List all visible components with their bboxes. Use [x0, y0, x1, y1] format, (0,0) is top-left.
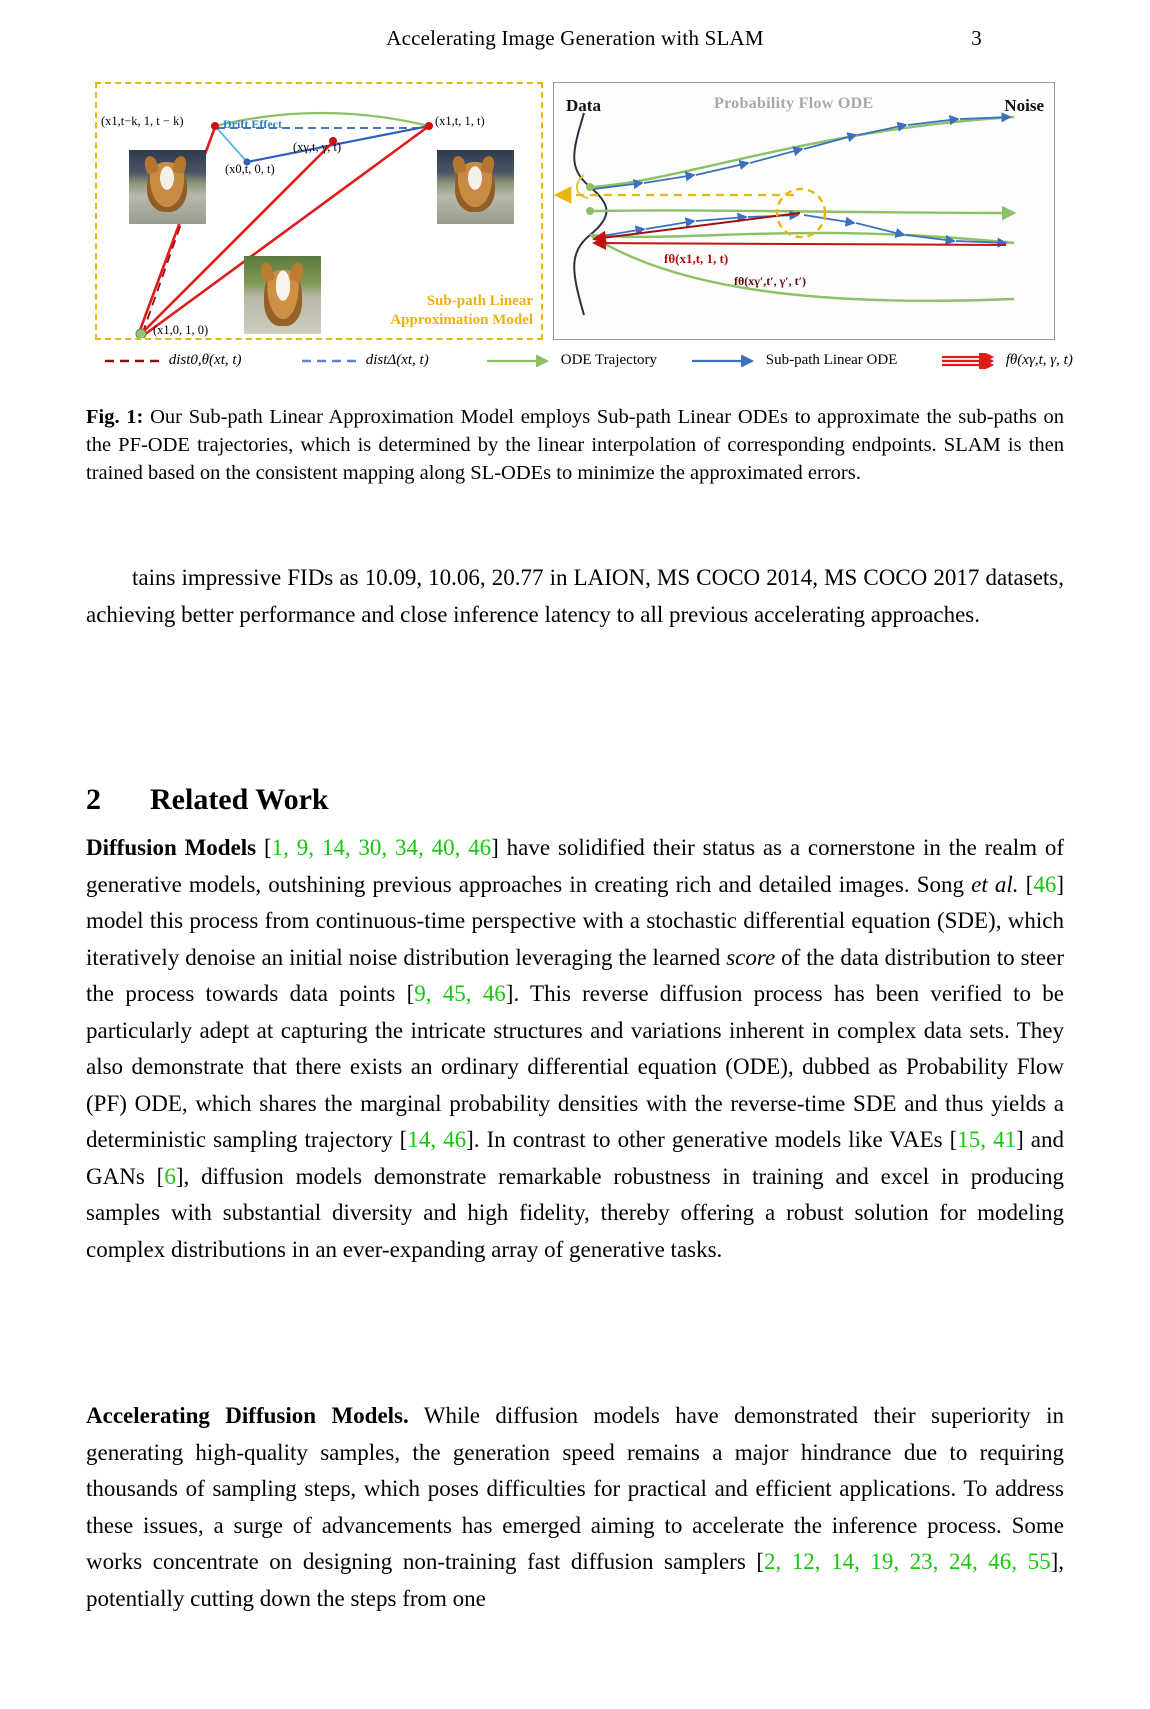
paragraph-diffusion-models [86, 830, 1064, 1268]
figure-1 [95, 82, 1055, 372]
legend-swatch-arrow-green [485, 355, 557, 367]
caption-label: Fig. 1: [86, 406, 144, 428]
dog-image-right [437, 150, 514, 224]
citation-group-6[interactable]: 6 [164, 1163, 176, 1189]
citation-group-5[interactable]: 15, 41 [957, 1127, 1017, 1152]
model-title-line1: Sub-path Linear [426, 293, 533, 309]
label-data: Data [566, 96, 601, 115]
diffusion-text-5: ]. This reverse diffusion process has been verified to be particularly adept at capturing the intricate structures and variations inherent in complex data sets. They also demonstrate that there exists an ordinary differential equation (ODE), dubbed as Probability Flow (PF) ODE, which shares the marginal probability densities with the reverse-time SDE and thus yields a deterministic sampling trajectory [ [86, 981, 1065, 1152]
label-x1-t: (x1,t, 1, t) [435, 114, 485, 128]
equation-f-theta-top: fθ(x1,t, 1, t) [664, 251, 729, 266]
label-x-gamma-t: (xγ,t, γ, t) [293, 140, 342, 154]
right-panel-diagram [554, 83, 1054, 339]
citation-group-3[interactable]: 9, 45, 46 [414, 981, 506, 1006]
diffusion-text-7: ] and GANs [ [86, 1127, 1064, 1189]
figure-caption [86, 403, 1064, 488]
model-title-line2: Approximation Model [390, 312, 533, 328]
legend-item-sub-path-linear-ode [690, 352, 897, 369]
page-number: 3 [971, 26, 982, 50]
legend-label-dist-0-theta: dist0,θ(xt, t) [168, 352, 242, 369]
label-x0-t: (x0,t, 0, t) [225, 162, 275, 176]
label-drift-effect: Drift Effect [223, 117, 282, 131]
legend-item-f-theta [940, 352, 1073, 369]
diffusion-text-2: [ [1018, 871, 1034, 897]
label-noise: Noise [1004, 96, 1044, 115]
legend-label-sub-path-linear-ode: Sub-path Linear ODE [765, 352, 898, 369]
diffusion-text-3: ] model this process from continuous-time perspective with a stochastic differential equation (SDE), which iteratively denoise an initial noise distribution leveraging the learned [86, 871, 1064, 970]
dog-image-left [129, 150, 206, 224]
figure-right-panel [553, 82, 1055, 340]
caption-text: Our Sub-path Linear Approximation Model employs Sub-path Linear ODEs to approximate the sub-paths on the PF-ODE trajectories, which is determined by the linear interpolation of corresponding endpoints. SLAM is then trained based on the consistent mapping along SL-ODEs to minimize the approximated errors. [86, 406, 1065, 485]
legend-label-ode-trajectory: ODE Trajectory [560, 352, 657, 369]
equation-f-theta-bottom: fθ(xγ′,t′, γ′, t′) [734, 274, 806, 288]
score-emphasis: score [726, 944, 776, 970]
legend-swatch-dashed-blue [300, 356, 362, 366]
diffusion-text-4: of the data distribution to steer the process towards data points [ [86, 944, 1065, 1006]
citation-group-2[interactable]: 46 [1033, 871, 1057, 897]
accelerating-heading: Accelerating Diffusion Models. [86, 1403, 409, 1428]
legend-swatch-dashed-darkred [103, 356, 165, 366]
citation-group-4[interactable]: 14, 46 [407, 1127, 467, 1152]
legend-item-dist-delta [300, 352, 429, 369]
section-number: 2 [86, 783, 101, 816]
bracket-open-1: [ [263, 835, 272, 860]
et-al: et al. [971, 871, 1019, 897]
legend-swatch-triple-red [940, 353, 1002, 369]
accelerating-text-2: ], potentially cutting down the steps from one [86, 1549, 1064, 1611]
paragraph-abstract-tail: tains impressive FIDs as 10.09, 10.06, 20.77 in LAION, MS COCO 2014, MS COCO 2017 datasets, achieving better performance and close inference latency to all previous accelerating approaches. [86, 565, 1064, 627]
citation-group-1[interactable]: 1, 9, 14, 30, 34, 40, 46 [271, 835, 492, 860]
label-x1-t-minus-k: (x1,t−k, 1, t − k) [101, 114, 184, 128]
paragraph-accelerating-diffusion [86, 1398, 1064, 1617]
legend-item-dist-0-theta [103, 352, 242, 369]
diffusion-text-1: have solidified their status as a cornerstone in the realm of generative models, outshining previous approaches in creating rich and detailed images. Song [86, 835, 1065, 897]
running-head-title: Accelerating Image Generation with SLAM [386, 26, 764, 50]
legend-swatch-arrow-blue [690, 355, 762, 367]
citation-group-7[interactable]: 2, 12, 14, 19, 23, 24, 46, 55 [763, 1549, 1051, 1574]
figure-left-panel [95, 82, 543, 340]
diffusion-heading: Diffusion Models [86, 835, 257, 860]
diffusion-text-8: ], diffusion models demonstrate remarkable robustness in training and excel in producing samples with substantial diversity and high fidelity, thereby offering a robust solution for modeling complex distributions in an ever-expanding array of generative tasks. [86, 1163, 1064, 1262]
label-probability-flow-ode: Probability Flow ODE [714, 95, 874, 112]
legend-item-ode-trajectory [485, 352, 657, 369]
accelerating-text-1: While diffusion models have demonstrated their superiority in generating high-quality samples, the generation speed remains a major hindrance due to requiring thousands of sampling steps, which poses difficulties for practical and efficient applications. To address these issues, a surge of advancements has emerged aiming to accelerate the inference process. Some works concentrate on designing non-training fast diffusion samplers [ [86, 1403, 1064, 1574]
label-x1-0: (x1,0, 1, 0) [153, 323, 209, 337]
legend-label-f-theta: fθ(xγ,t, γ, t) [1005, 352, 1073, 369]
running-head [0, 26, 1150, 51]
legend-label-dist-delta: distΔ(xt, t) [365, 352, 429, 369]
diffusion-text-6: ]. In contrast to other generative models like VAEs [ [466, 1127, 958, 1152]
dog-image-bottom [244, 256, 321, 334]
bracket-close-1: ] [491, 835, 499, 860]
figure-legend [95, 350, 1073, 376]
section-title: Related Work [150, 783, 329, 816]
